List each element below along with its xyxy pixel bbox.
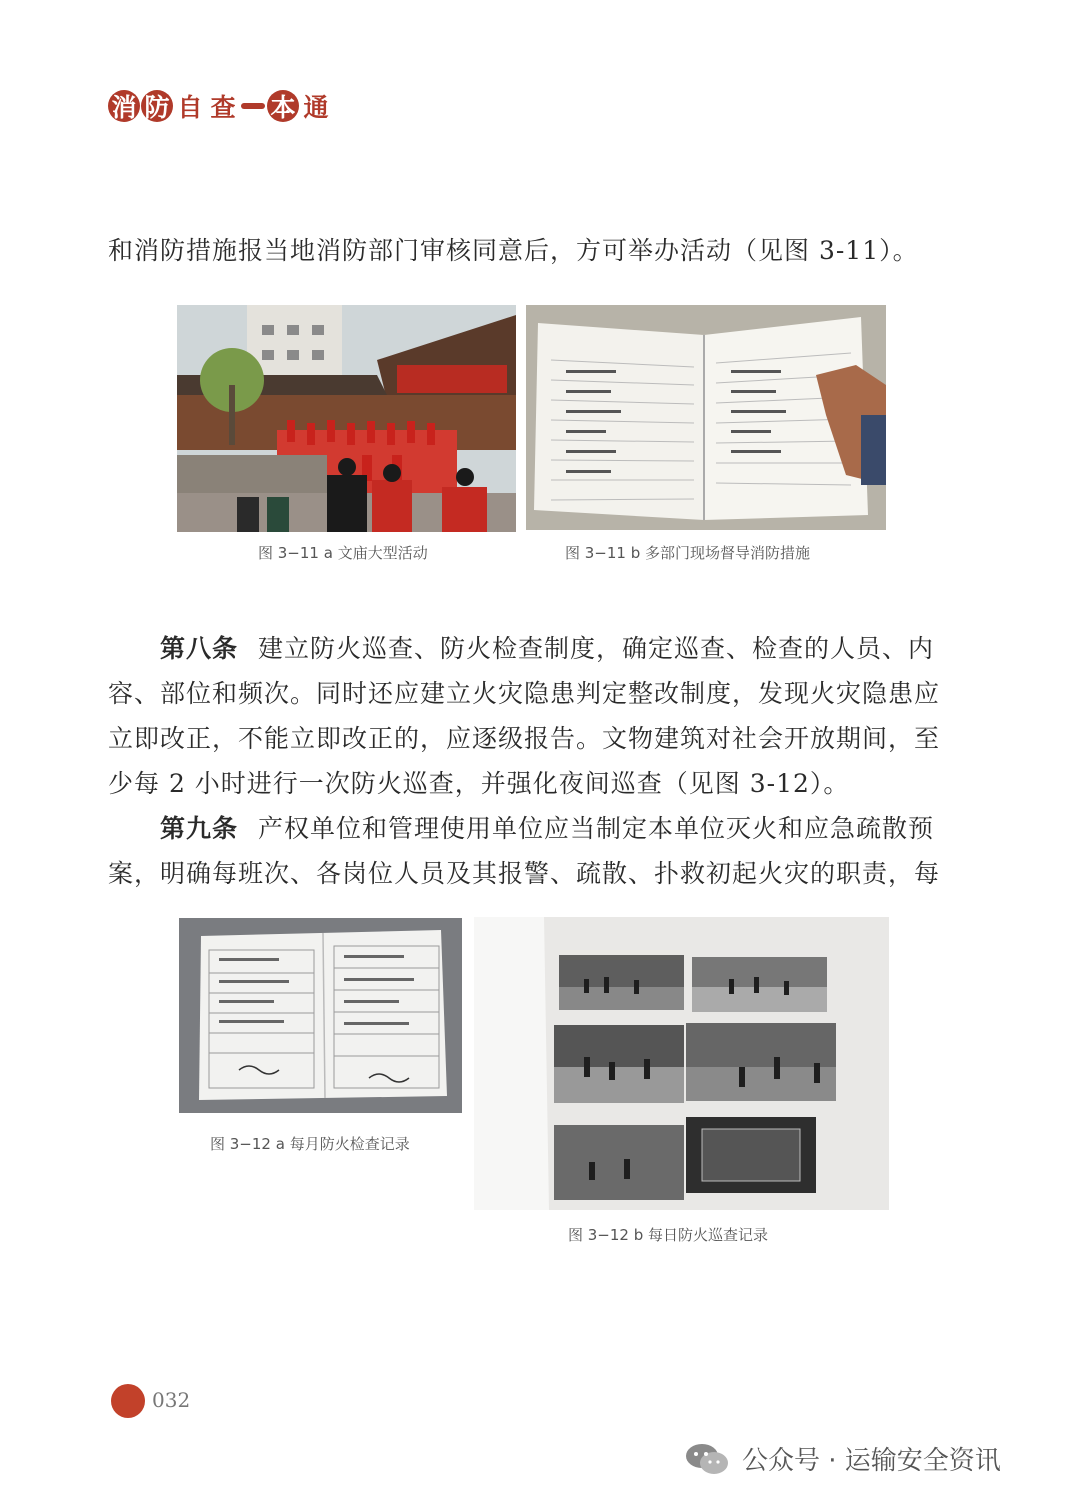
logo-char-6: 本 bbox=[267, 90, 299, 122]
article-8-paragraph bbox=[108, 626, 958, 806]
logo-char-4: 查 bbox=[210, 93, 236, 122]
article-8-text: 建立防火巡查、防火检查制度，确定巡查、检查的人员、内容、部位和频次。同时还应建立火灾隐患判定整改制度，发现火灾隐患应立即改正，不能立即改正的，应逐级报告。文物建筑对社会开放期间，至少每 2 小时进行一次防火巡查，并强化夜间巡查（见图 3-12）。 bbox=[108, 634, 941, 798]
watermark bbox=[684, 1440, 1001, 1477]
logo-char-1: 消 bbox=[108, 90, 140, 122]
logo-char-5 bbox=[240, 90, 266, 122]
logo-char-7: 通 bbox=[303, 93, 329, 122]
article-8-label: 第八条 bbox=[160, 634, 239, 663]
article-9-paragraph bbox=[108, 806, 958, 896]
book-title-logo bbox=[108, 86, 333, 126]
logo-char-3: 自 bbox=[177, 93, 203, 122]
page-number-dot bbox=[111, 1384, 145, 1418]
daily-patrol-record-photo bbox=[474, 917, 889, 1210]
monthly-inspection-record-photo bbox=[179, 918, 462, 1113]
logo-char-2: 防 bbox=[141, 90, 173, 122]
article-9-label: 第九条 bbox=[160, 814, 239, 843]
inspection-ledger-photo bbox=[526, 305, 886, 530]
watermark-text: 公众号 · 运输安全资讯 bbox=[742, 1446, 1001, 1476]
page-number: 032 bbox=[152, 1388, 191, 1412]
intro-paragraph: 和消防措施报当地消防部门审核同意后，方可举办活动（见图 3-11）。 bbox=[108, 236, 919, 265]
article-9-text: 产权单位和管理使用单位应当制定本单位灭火和应急疏散预案，明确每班次、各岗位人员及其报警、疏散、扑救初起火灾的职责，每 bbox=[108, 814, 941, 888]
figure-caption-3-12b: 图 3−12 b 每日防火巡查记录 bbox=[568, 1226, 769, 1244]
figure-caption-3-11b: 图 3−11 b 多部门现场督导消防措施 bbox=[565, 544, 811, 562]
figure-caption-3-12a: 图 3−12 a 每月防火检查记录 bbox=[210, 1135, 410, 1153]
temple-event-photo bbox=[177, 305, 516, 532]
figure-caption-3-11a: 图 3−11 a 文庙大型活动 bbox=[258, 544, 428, 562]
wechat-icon bbox=[684, 1442, 730, 1476]
